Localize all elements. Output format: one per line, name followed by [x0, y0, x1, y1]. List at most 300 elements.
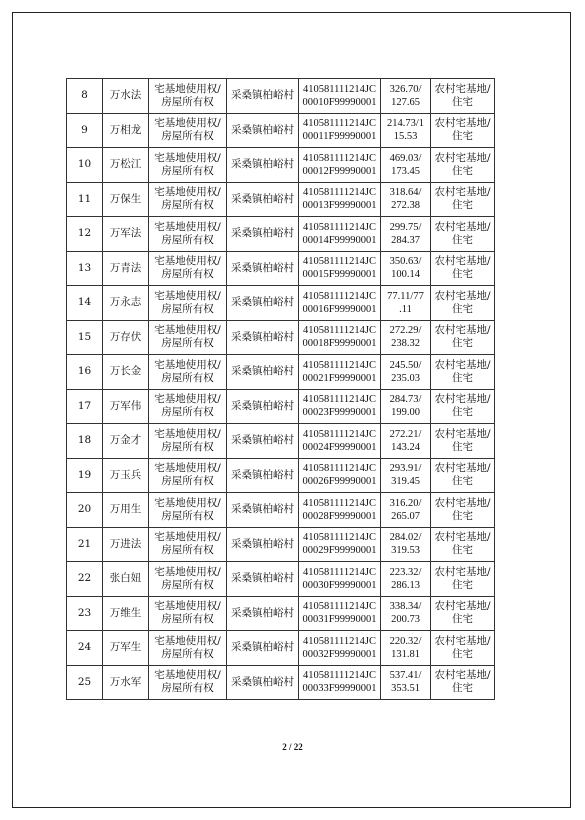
right-type-text: 房屋所有权 — [161, 475, 214, 488]
land-use-text: 住宅 — [452, 406, 473, 419]
right-type-text: 房屋所有权 — [161, 647, 214, 660]
right-type-cell — [149, 148, 227, 183]
owner-name-text: 万维生 — [109, 606, 142, 619]
owner-name-text: 万松江 — [109, 158, 142, 171]
right-type-cell — [149, 665, 227, 700]
row-number-text: 25 — [77, 675, 92, 688]
area-text: 272.38 — [391, 200, 420, 212]
right-type-text: 宅基地使用权/ — [154, 151, 221, 164]
right-type-cell — [149, 320, 227, 355]
location-cell — [227, 424, 299, 459]
unit-code-text: 410581111214JC — [303, 601, 376, 613]
location-cell — [227, 113, 299, 148]
area-text: 319.53 — [391, 545, 420, 557]
right-type-text: 房屋所有权 — [161, 371, 214, 384]
area-text: 299.75/ — [389, 221, 422, 233]
land-use-text: 农村宅基地/ — [434, 255, 491, 268]
location-cell — [227, 320, 299, 355]
location-text: 采桑镇柏峪村 — [231, 158, 294, 171]
table-row — [67, 148, 495, 183]
location-cell — [227, 665, 299, 700]
area-cell — [381, 596, 431, 631]
owner-name-text: 万军生 — [109, 641, 142, 654]
right-type-cell — [149, 182, 227, 217]
area-text: 173.45 — [391, 165, 420, 177]
table-row — [67, 113, 495, 148]
right-type-text: 房屋所有权 — [161, 544, 214, 557]
owner-name-text: 万保生 — [109, 192, 142, 205]
right-type-text: 房屋所有权 — [161, 95, 214, 108]
unit-code-cell — [299, 389, 381, 424]
land-use-text: 住宅 — [452, 613, 473, 626]
land-use-text: 农村宅基地/ — [434, 427, 491, 440]
unit-code-text: 410581111214JC — [303, 428, 376, 440]
row-number-cell — [67, 286, 103, 321]
land-use-text: 农村宅基地/ — [434, 393, 491, 406]
area-cell — [381, 527, 431, 562]
area-text: 293.91/ — [389, 463, 422, 475]
area-text: 353.51 — [391, 683, 420, 695]
land-use-text: 农村宅基地/ — [434, 186, 491, 199]
area-text: 272.29/ — [389, 325, 422, 337]
unit-code-text: 00029F99990001 — [302, 545, 377, 557]
land-use-text: 农村宅基地/ — [434, 669, 491, 682]
land-use-cell — [431, 665, 495, 700]
owner-name-text: 万永志 — [109, 296, 142, 309]
location-cell — [227, 493, 299, 528]
unit-code-text: 00016F99990001 — [302, 303, 377, 315]
unit-code-cell — [299, 286, 381, 321]
land-use-text: 住宅 — [452, 199, 473, 212]
right-type-text: 宅基地使用权/ — [154, 289, 221, 302]
unit-code-text: 00031F99990001 — [302, 614, 377, 626]
right-type-text: 房屋所有权 — [161, 199, 214, 212]
area-text: 350.63/ — [389, 256, 422, 268]
area-text: 199.00 — [391, 407, 420, 419]
right-type-text: 房屋所有权 — [161, 130, 214, 143]
land-use-cell — [431, 493, 495, 528]
land-use-text: 农村宅基地/ — [434, 289, 491, 302]
row-number-cell — [67, 355, 103, 390]
location-text: 采桑镇柏峪村 — [231, 468, 294, 481]
table-row — [67, 79, 495, 114]
area-cell — [381, 562, 431, 597]
unit-code-text: 410581111214JC — [303, 187, 376, 199]
land-use-cell — [431, 251, 495, 286]
land-use-text: 住宅 — [452, 337, 473, 350]
area-text: 286.13 — [391, 579, 420, 591]
table-row — [67, 458, 495, 493]
location-text: 采桑镇柏峪村 — [231, 296, 294, 309]
area-text: 284.02/ — [389, 532, 422, 544]
location-text: 采桑镇柏峪村 — [231, 365, 294, 378]
unit-code-text: 410581111214JC — [303, 532, 376, 544]
right-type-text: 房屋所有权 — [161, 233, 214, 246]
right-type-text: 宅基地使用权/ — [154, 496, 221, 509]
owner-name-cell — [103, 251, 149, 286]
row-number-text: 8 — [81, 89, 88, 102]
row-number-cell — [67, 113, 103, 148]
owner-name-cell — [103, 79, 149, 114]
table-row — [67, 424, 495, 459]
right-type-cell — [149, 113, 227, 148]
land-use-text: 农村宅基地/ — [434, 220, 491, 233]
area-text: .11 — [399, 303, 412, 315]
right-type-cell — [149, 596, 227, 631]
land-use-text: 住宅 — [452, 544, 473, 557]
right-type-text: 宅基地使用权/ — [154, 565, 221, 578]
row-number-cell — [67, 562, 103, 597]
owner-name-cell — [103, 113, 149, 148]
unit-code-text: 410581111214JC — [303, 221, 376, 233]
land-use-text: 农村宅基地/ — [434, 496, 491, 509]
area-text: 200.73 — [391, 614, 420, 626]
area-cell — [381, 251, 431, 286]
area-cell — [381, 217, 431, 252]
land-use-text: 住宅 — [452, 130, 473, 143]
unit-code-cell — [299, 182, 381, 217]
row-number-cell — [67, 424, 103, 459]
table-row — [67, 217, 495, 252]
row-number-text: 16 — [77, 365, 92, 378]
unit-code-cell — [299, 355, 381, 390]
row-number-text: 10 — [77, 158, 92, 171]
area-cell — [381, 79, 431, 114]
row-number-text: 13 — [77, 261, 92, 274]
right-type-cell — [149, 493, 227, 528]
location-text: 采桑镇柏峪村 — [231, 537, 294, 550]
unit-code-cell — [299, 527, 381, 562]
unit-code-cell — [299, 320, 381, 355]
unit-code-text: 410581111214JC — [303, 325, 376, 337]
unit-code-text: 00018F99990001 — [302, 338, 377, 350]
unit-code-text: 410581111214JC — [303, 256, 376, 268]
row-number-text: 22 — [77, 572, 92, 585]
owner-name-cell — [103, 527, 149, 562]
area-cell — [381, 355, 431, 390]
right-type-text: 房屋所有权 — [161, 509, 214, 522]
location-cell — [227, 251, 299, 286]
land-use-cell — [431, 562, 495, 597]
row-number-text: 12 — [77, 227, 92, 240]
owner-name-text: 万水法 — [109, 89, 142, 102]
right-type-text: 宅基地使用权/ — [154, 462, 221, 475]
owner-name-text: 万玉兵 — [109, 468, 142, 481]
land-use-text: 住宅 — [452, 268, 473, 281]
owner-name-cell — [103, 182, 149, 217]
right-type-cell — [149, 251, 227, 286]
unit-code-cell — [299, 458, 381, 493]
location-cell — [227, 527, 299, 562]
row-number-text: 18 — [77, 434, 92, 447]
land-use-text: 住宅 — [452, 302, 473, 315]
owner-name-cell — [103, 562, 149, 597]
owner-name-cell — [103, 389, 149, 424]
owner-name-cell — [103, 148, 149, 183]
owner-name-cell — [103, 493, 149, 528]
right-type-cell — [149, 217, 227, 252]
area-cell — [381, 493, 431, 528]
land-use-cell — [431, 320, 495, 355]
land-use-cell — [431, 286, 495, 321]
records-table-body — [67, 79, 495, 700]
land-use-text: 住宅 — [452, 95, 473, 108]
location-cell — [227, 355, 299, 390]
unit-code-cell — [299, 148, 381, 183]
owner-name-cell — [103, 596, 149, 631]
right-type-cell — [149, 389, 227, 424]
owner-name-cell — [103, 631, 149, 666]
area-text: 245.50/ — [389, 359, 422, 371]
right-type-cell — [149, 355, 227, 390]
area-cell — [381, 389, 431, 424]
unit-code-cell — [299, 113, 381, 148]
unit-code-cell — [299, 424, 381, 459]
right-type-cell — [149, 631, 227, 666]
row-number-text: 19 — [77, 468, 92, 481]
table-row — [67, 286, 495, 321]
land-use-text: 住宅 — [452, 647, 473, 660]
location-text: 采桑镇柏峪村 — [231, 675, 294, 688]
land-use-cell — [431, 148, 495, 183]
land-use-text: 农村宅基地/ — [434, 117, 491, 130]
area-text: 220.32/ — [389, 635, 422, 647]
right-type-text: 房屋所有权 — [161, 406, 214, 419]
unit-code-text: 410581111214JC — [303, 359, 376, 371]
location-cell — [227, 631, 299, 666]
row-number-cell — [67, 79, 103, 114]
table-row — [67, 493, 495, 528]
table-row — [67, 251, 495, 286]
location-cell — [227, 562, 299, 597]
unit-code-text: 00021F99990001 — [302, 372, 377, 384]
row-number-text: 14 — [77, 296, 92, 309]
land-use-text: 住宅 — [452, 509, 473, 522]
area-cell — [381, 182, 431, 217]
right-type-text: 房屋所有权 — [161, 440, 214, 453]
area-text: 338.34/ — [389, 601, 422, 613]
area-text: 127.65 — [391, 96, 420, 108]
right-type-cell — [149, 458, 227, 493]
area-text: 214.73/1 — [386, 118, 425, 130]
area-text: 318.64/ — [389, 187, 422, 199]
area-text: 319.45 — [391, 476, 420, 488]
area-text: 235.03 — [391, 372, 420, 384]
location-text: 采桑镇柏峪村 — [231, 434, 294, 447]
unit-code-text: 00015F99990001 — [302, 269, 377, 281]
location-cell — [227, 217, 299, 252]
unit-code-text: 410581111214JC — [303, 290, 376, 302]
page-number: 2 / 22 — [282, 742, 303, 752]
right-type-text: 房屋所有权 — [161, 164, 214, 177]
owner-name-cell — [103, 424, 149, 459]
area-text: 223.32/ — [389, 566, 422, 578]
unit-code-cell — [299, 631, 381, 666]
area-cell — [381, 424, 431, 459]
row-number-cell — [67, 217, 103, 252]
area-text: 131.81 — [391, 648, 420, 660]
row-number-cell — [67, 665, 103, 700]
unit-code-text: 00026F99990001 — [302, 476, 377, 488]
location-cell — [227, 79, 299, 114]
owner-name-cell — [103, 217, 149, 252]
right-type-cell — [149, 527, 227, 562]
location-cell — [227, 286, 299, 321]
location-cell — [227, 458, 299, 493]
area-cell — [381, 286, 431, 321]
land-use-text: 农村宅基地/ — [434, 358, 491, 371]
unit-code-cell — [299, 251, 381, 286]
unit-code-text: 410581111214JC — [303, 118, 376, 130]
location-text: 采桑镇柏峪村 — [231, 123, 294, 136]
land-use-cell — [431, 631, 495, 666]
owner-name-cell — [103, 355, 149, 390]
right-type-text: 宅基地使用权/ — [154, 669, 221, 682]
owner-name-text: 万青法 — [109, 261, 142, 274]
owner-name-text: 万水军 — [109, 675, 142, 688]
area-text: 284.37 — [391, 234, 420, 246]
land-use-text: 住宅 — [452, 164, 473, 177]
land-use-text: 农村宅基地/ — [434, 600, 491, 613]
location-text: 采桑镇柏峪村 — [231, 192, 294, 205]
land-use-text: 住宅 — [452, 578, 473, 591]
row-number-text: 20 — [77, 503, 92, 516]
land-use-text: 住宅 — [452, 475, 473, 488]
right-type-text: 宅基地使用权/ — [154, 393, 221, 406]
records-table — [66, 78, 495, 700]
right-type-cell — [149, 286, 227, 321]
row-number-text: 24 — [77, 641, 92, 654]
land-use-cell — [431, 113, 495, 148]
row-number-text: 11 — [77, 192, 92, 205]
unit-code-text: 410581111214JC — [303, 635, 376, 647]
location-text: 采桑镇柏峪村 — [231, 261, 294, 274]
unit-code-text: 00024F99990001 — [302, 441, 377, 453]
owner-name-cell — [103, 320, 149, 355]
unit-code-cell — [299, 596, 381, 631]
land-use-text: 住宅 — [452, 233, 473, 246]
unit-code-cell — [299, 562, 381, 597]
unit-code-text: 00012F99990001 — [302, 165, 377, 177]
area-cell — [381, 631, 431, 666]
right-type-text: 房屋所有权 — [161, 337, 214, 350]
right-type-text: 房屋所有权 — [161, 302, 214, 315]
owner-name-cell — [103, 286, 149, 321]
owner-name-text: 万进法 — [109, 537, 142, 550]
table-row — [67, 665, 495, 700]
location-text: 采桑镇柏峪村 — [231, 89, 294, 102]
unit-code-text: 410581111214JC — [303, 152, 376, 164]
owner-name-cell — [103, 665, 149, 700]
right-type-text: 宅基地使用权/ — [154, 427, 221, 440]
owner-name-text: 张白妞 — [109, 572, 142, 585]
land-use-text: 住宅 — [452, 371, 473, 384]
location-cell — [227, 389, 299, 424]
unit-code-text: 410581111214JC — [303, 83, 376, 95]
owner-name-text: 万军法 — [109, 227, 142, 240]
unit-code-text: 00010F99990001 — [302, 96, 377, 108]
unit-code-text: 00023F99990001 — [302, 407, 377, 419]
land-use-cell — [431, 355, 495, 390]
location-cell — [227, 182, 299, 217]
unit-code-text: 410581111214JC — [303, 566, 376, 578]
unit-code-text: 00028F99990001 — [302, 510, 377, 522]
area-text: 265.07 — [391, 510, 420, 522]
land-use-cell — [431, 424, 495, 459]
area-text: 316.20/ — [389, 497, 422, 509]
row-number-cell — [67, 527, 103, 562]
row-number-text: 23 — [77, 606, 92, 619]
table-row — [67, 631, 495, 666]
unit-code-text: 00032F99990001 — [302, 648, 377, 660]
unit-code-cell — [299, 665, 381, 700]
owner-name-cell — [103, 458, 149, 493]
area-text: 238.32 — [391, 338, 420, 350]
row-number-cell — [67, 320, 103, 355]
area-text: 326.70/ — [389, 83, 422, 95]
area-text: 272.21/ — [389, 428, 422, 440]
right-type-text: 宅基地使用权/ — [154, 82, 221, 95]
unit-code-cell — [299, 217, 381, 252]
land-use-cell — [431, 527, 495, 562]
unit-code-text: 00033F99990001 — [302, 683, 377, 695]
owner-name-text: 万军伟 — [109, 399, 142, 412]
land-use-cell — [431, 596, 495, 631]
row-number-cell — [67, 493, 103, 528]
land-use-text: 农村宅基地/ — [434, 462, 491, 475]
owner-name-text: 万金才 — [109, 434, 142, 447]
row-number-text: 15 — [77, 330, 92, 343]
area-text: 15.53 — [393, 131, 418, 143]
location-text: 采桑镇柏峪村 — [231, 572, 294, 585]
row-number-cell — [67, 631, 103, 666]
right-type-text: 宅基地使用权/ — [154, 600, 221, 613]
land-use-text: 农村宅基地/ — [434, 82, 491, 95]
table-row — [67, 527, 495, 562]
table-row — [67, 355, 495, 390]
right-type-text: 宅基地使用权/ — [154, 220, 221, 233]
row-number-cell — [67, 458, 103, 493]
location-cell — [227, 596, 299, 631]
land-use-cell — [431, 389, 495, 424]
location-text: 采桑镇柏峪村 — [231, 641, 294, 654]
area-cell — [381, 320, 431, 355]
right-type-text: 宅基地使用权/ — [154, 324, 221, 337]
table-row — [67, 596, 495, 631]
unit-code-text: 410581111214JC — [303, 670, 376, 682]
owner-name-text: 万用生 — [109, 503, 142, 516]
land-use-cell — [431, 217, 495, 252]
right-type-cell — [149, 562, 227, 597]
unit-code-text: 00030F99990001 — [302, 579, 377, 591]
location-text: 采桑镇柏峪村 — [231, 330, 294, 343]
unit-code-text: 00014F99990001 — [302, 234, 377, 246]
location-text: 采桑镇柏峪村 — [231, 606, 294, 619]
land-use-text: 农村宅基地/ — [434, 565, 491, 578]
area-cell — [381, 113, 431, 148]
right-type-text: 宅基地使用权/ — [154, 358, 221, 371]
right-type-text: 宅基地使用权/ — [154, 531, 221, 544]
area-text: 77.11/77 — [387, 290, 424, 302]
right-type-text: 宅基地使用权/ — [154, 186, 221, 199]
right-type-text: 房屋所有权 — [161, 613, 214, 626]
right-type-text: 房屋所有权 — [161, 682, 214, 695]
row-number-text: 17 — [77, 399, 92, 412]
unit-code-text: 00011F99990001 — [302, 131, 377, 143]
row-number-cell — [67, 251, 103, 286]
right-type-text: 房屋所有权 — [161, 578, 214, 591]
land-use-text: 农村宅基地/ — [434, 634, 491, 647]
